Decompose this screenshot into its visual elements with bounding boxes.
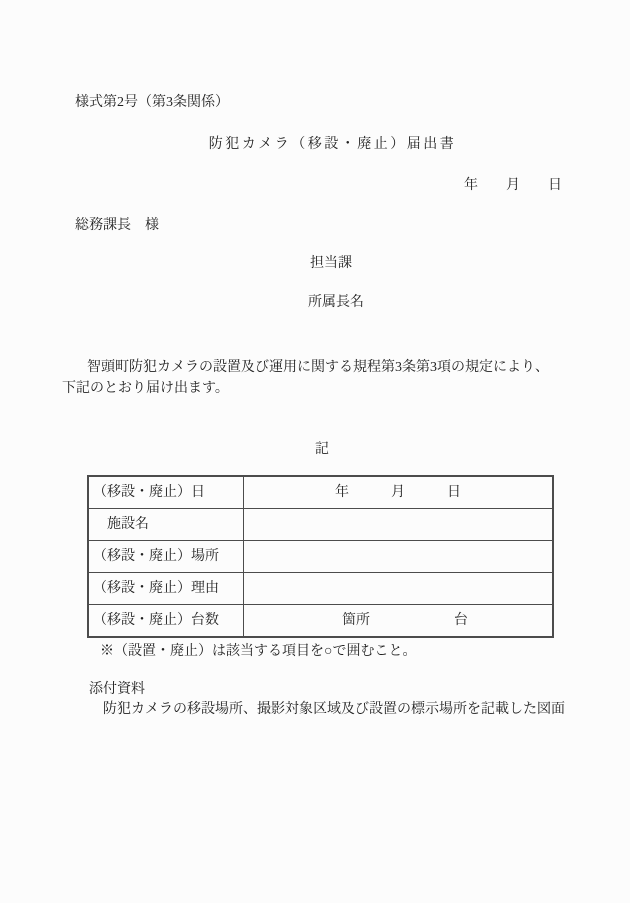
row-label: （移設・廃止）日: [88, 476, 244, 509]
attachment-item: 防犯カメラの移設場所、撮影対象区域及び設置の標示場所を記載した図面: [103, 702, 565, 717]
form-number: 様式第2号（第3条関係）: [75, 95, 229, 110]
body-paragraph: [62, 357, 577, 399]
form-table: [87, 475, 554, 638]
attachments-heading: 添付資料: [89, 682, 145, 697]
row-value: [244, 541, 554, 573]
row-label: （移設・廃止）場所: [88, 541, 244, 573]
row-value: 箇所 台: [244, 605, 554, 638]
table-row-date: [88, 476, 553, 509]
date-line: 年 月 日: [464, 178, 562, 193]
recipient-line: 総務課長 様: [75, 218, 159, 233]
charge-department-label: 担当課: [310, 256, 352, 271]
row-label: 施設名: [88, 509, 244, 541]
document-title: 防犯カメラ（移設・廃止）届出書: [208, 137, 457, 152]
body-line-1: 智頭町防犯カメラの設置及び運用に関する規程第3条第3項の規定により、: [87, 360, 549, 375]
row-value: [244, 509, 554, 541]
ki-heading: 記: [315, 442, 329, 457]
table-row-reason: [88, 573, 553, 605]
row-value: [244, 573, 554, 605]
row-value: 年 月 日: [244, 476, 554, 509]
table-row-count: [88, 605, 553, 638]
head-name-label: 所属長名: [308, 295, 364, 310]
row-label: （移設・廃止）台数: [88, 605, 244, 638]
asterisk-note: ※（設置・廃止）は該当する項目を○で囲むこと。: [100, 644, 417, 659]
body-line-2: 下記のとおり届け出ます。: [62, 381, 229, 396]
table-row-facility: [88, 509, 553, 541]
row-label: （移設・廃止）理由: [88, 573, 244, 605]
table-row-location: [88, 541, 553, 573]
